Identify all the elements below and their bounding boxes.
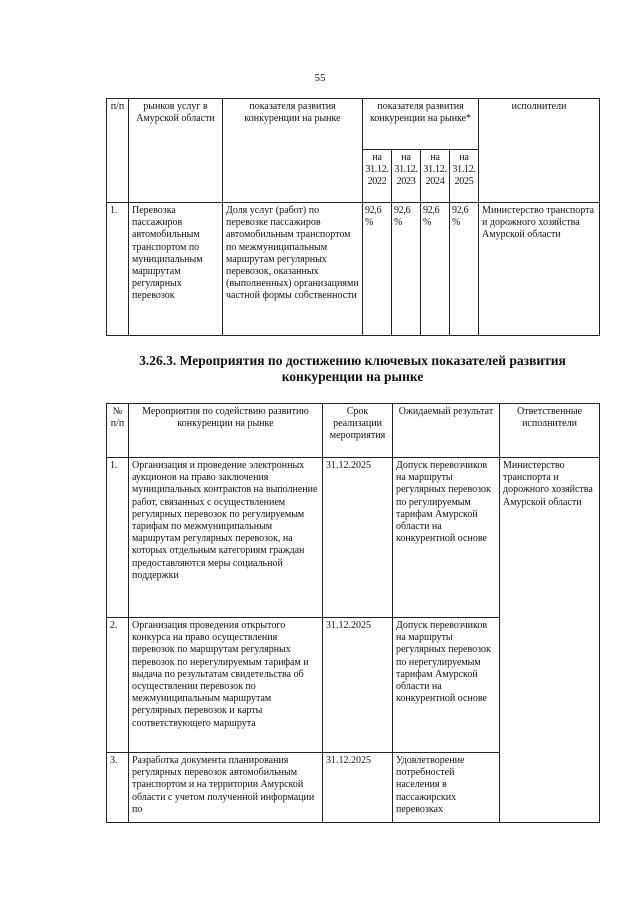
year-2025: на 31.12. 2025 [450, 150, 479, 203]
row-result: Удовлетворение потребностей населения в пассажирских перевозках [393, 753, 500, 823]
section-heading: 3.26.3. Мероприятия по достижению ключевых показателей развития конкуренции на рынке [139, 353, 566, 384]
row-value-2024: 92,6 % [421, 203, 450, 336]
page-number: 55 [314, 72, 326, 84]
year-2024: на 31.12. 2024 [421, 150, 450, 203]
table-row [107, 203, 600, 336]
row-deadline: 31.12.2025 [323, 753, 393, 823]
row-result: Допуск перевозчиков на маршруты регулярных перевозок по нерегулируемым тарифам Амурской области на конкурентной основе [393, 618, 500, 753]
row-value-2023: 92,6 % [392, 203, 421, 336]
row-measure: Организация проведения открытого конкурса на право осуществления перевозок по маршрутам регулярных перевозок по нерегулируемым тарифам и выдача по результатам свидетельства об осуществлении перевозок по межмуниципальным маршрутам регулярных перевозок и карты соответствующего маршрута [129, 618, 323, 753]
responsible-executor: Министерство транспорта и дорожного хозяйства Амурской области [500, 458, 600, 823]
header-result: Ожидаемый результат [393, 404, 500, 458]
header-executors: исполнители [479, 99, 600, 203]
header-responsible: Ответственные исполнители [500, 404, 600, 458]
row-measure: Разработка документа планирования регулярных перевозок автомобильным транспортом и на территории Амурской области с учетом полученной информации по [129, 753, 323, 823]
row-value-2022: 92,6 % [363, 203, 392, 336]
year-2023: на 31.12. 2023 [392, 150, 421, 203]
header-market: рынков услуг в Амурской области [129, 99, 223, 203]
header-indicator: показателя развития конкуренции на рынке [223, 99, 363, 203]
row-value-2025: 92,6 % [450, 203, 479, 336]
header-num: п/п [107, 99, 129, 203]
measures-table [106, 403, 600, 823]
row-num: 1. [107, 458, 129, 618]
header-deadline: Срок реализации мероприятия [323, 404, 393, 458]
row-deadline: 31.12.2025 [323, 458, 393, 618]
year-2022: на 31.12. 2022 [363, 150, 392, 203]
row-deadline: 31.12.2025 [323, 618, 393, 753]
header-measures: Мероприятия по содействию развитию конкуренции на рынке [129, 404, 323, 458]
measures-header-row [107, 404, 600, 458]
indicators-table [106, 98, 600, 336]
indicators-header-row [107, 99, 600, 150]
row-num: 1. [107, 203, 129, 336]
row-executor: Министерство транспорта и дорожного хозяйства Амурской области [479, 203, 600, 336]
table-row [107, 458, 600, 618]
row-num: 2. [107, 618, 129, 753]
row-market: Перевозка пассажиров автомобильным транспортом по муниципальным маршрутам регулярных перевозок [129, 203, 223, 336]
row-result: Допуск перевозчиков на маршруты регулярных перевозок по регулируемым тарифам Амурской области на конкурентной основе [393, 458, 500, 618]
row-measure: Организация и проведение электронных аукционов на право заключения муниципальных контрактов на выполнение работ, связанных с осуществлением регулярных перевозок по регулируемым тарифам по межмуниципальным маршрутам регулярных перевозок, на которых отдельным категориям граждан предоставляются меры социальной поддержки [129, 458, 323, 618]
row-num: 3. [107, 753, 129, 823]
header-values-group: показателя развития конкуренции на рынке* [363, 99, 479, 150]
row-indicator: Доля услуг (работ) по перевозке пассажиров автомобильным транспортом по межмуниципальным маршрутам регулярных перевозок, оказанных (выполненных) организациями частной формы собственности [223, 203, 363, 336]
header-num: № п/п [107, 404, 129, 458]
